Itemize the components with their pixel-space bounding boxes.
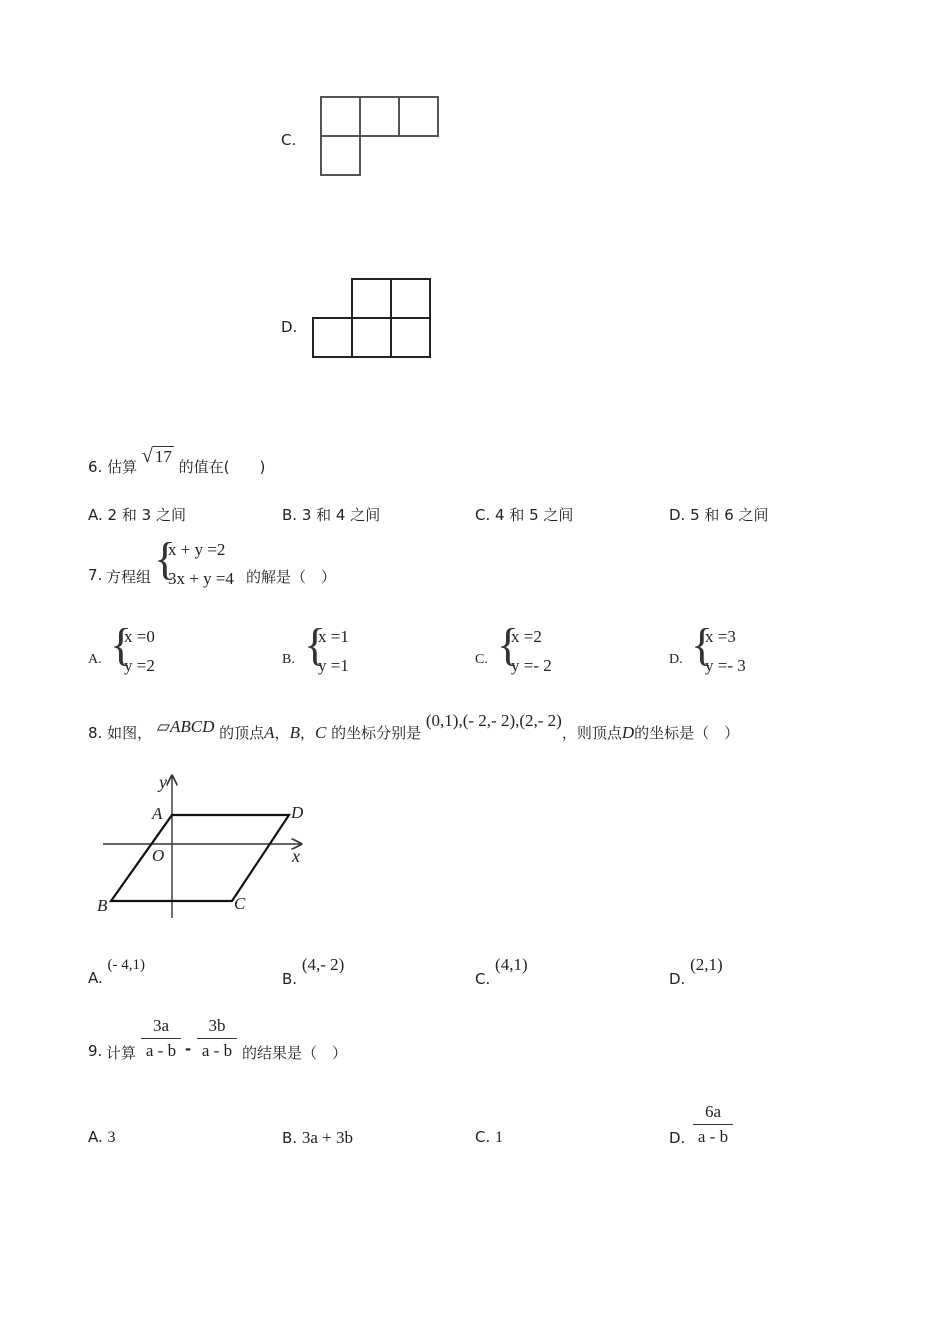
vertex-label-d: D (291, 803, 304, 822)
option-label: C. (475, 506, 491, 524)
fraction-bar (141, 1038, 181, 1039)
option-text: 4 和 5 之间 (495, 506, 574, 524)
q8-option-c[interactable] (475, 955, 528, 989)
vertex-label-a: A (152, 804, 163, 823)
q7-stem-pre: 方程组 (106, 568, 152, 586)
q7-option-d[interactable] (669, 619, 829, 680)
x-axis-label: x (292, 846, 300, 866)
q7-option-a[interactable] (88, 619, 248, 680)
q8-sep-1: ， (274, 724, 290, 742)
q8-figure (95, 768, 315, 928)
vertex-label-b: B (97, 896, 108, 915)
option-line-2: y =1 (318, 656, 349, 675)
q8-stem-mid-2: 的坐标分别是 (331, 724, 422, 742)
q6-stem-pre: 估算 (107, 458, 138, 476)
q7-stem-post: 的解是（ ） (246, 568, 337, 586)
option-brace: { (691, 619, 714, 670)
q8-stem-pre: 如图， (107, 724, 153, 742)
q7-option-b[interactable] (282, 619, 442, 680)
option-label: D. (669, 1129, 686, 1147)
option-line-1: x =1 (318, 627, 349, 646)
q9-option-b[interactable] (282, 1128, 353, 1148)
option-text: 1 (495, 1129, 504, 1146)
origin-label: O (152, 846, 165, 865)
q8-coordinates: (0,1),(- 2,- 2),(2,- 2) (425, 711, 562, 730)
q9-option-c[interactable] (475, 1128, 503, 1147)
option-label: A. (88, 506, 103, 524)
q6-option-c[interactable] (475, 504, 573, 525)
option-brace: { (304, 619, 327, 670)
fraction-denominator: a - b (201, 1041, 233, 1060)
q5-option-c-figure (318, 94, 442, 178)
option-brace: { (497, 619, 520, 670)
fraction-numerator: 6a (704, 1102, 722, 1121)
q5-option-d-label[interactable]: D. (281, 318, 298, 336)
q6-option-a[interactable] (88, 504, 186, 525)
q9-option-d[interactable] (669, 1102, 759, 1152)
q8-stem-mid-3: ，则顶点 (561, 724, 622, 742)
option-line-2: y =2 (124, 656, 155, 675)
q9-number: 9. (88, 1042, 103, 1060)
option-line-1: x =2 (511, 627, 542, 646)
option-label: A. (88, 969, 103, 987)
option-label: A. (88, 1128, 103, 1146)
option-label: C. (475, 970, 491, 988)
q8-vertex-a: A (264, 723, 275, 742)
fraction-bar (693, 1124, 733, 1125)
option-label: B. (282, 652, 295, 667)
vertex-label-c: C (234, 894, 246, 913)
q8-parallelogram-name: ▱ABCD (156, 717, 215, 736)
option-text: (2,1) (690, 955, 723, 974)
option-label: D. (669, 652, 683, 667)
q8-option-d[interactable] (669, 955, 723, 989)
option-line-2: y =- 2 (511, 656, 552, 675)
option-label: D. (669, 970, 686, 988)
q6-option-b[interactable] (282, 504, 380, 525)
option-text: 5 和 6 之间 (690, 506, 769, 524)
fraction-numerator: 3a (152, 1016, 170, 1035)
fraction-bar (197, 1038, 237, 1039)
fraction-numerator: 3b (208, 1016, 226, 1035)
q8-sep-2: ， (299, 724, 315, 742)
q6-number: 6. (88, 458, 103, 476)
q9-stem-post: 的结果是（ ） (242, 1044, 348, 1062)
q9-minus-sign: - (185, 1040, 192, 1058)
q6-stem-post: 的值在( ) (178, 458, 266, 476)
option-label: C. (475, 1128, 491, 1146)
parallelogram-abcd (111, 815, 289, 901)
radicand: 17 (154, 447, 172, 466)
option-label: D. (669, 506, 686, 524)
sqrt-expression: √ 17 (141, 445, 172, 467)
option-text: 3 (107, 1129, 116, 1146)
q8-vertex-d: D (621, 723, 635, 742)
q8-number: 8. (88, 724, 103, 742)
q7-number: 7. (88, 566, 103, 584)
option-text: (- 4,1) (107, 957, 146, 973)
q6-stem (88, 445, 265, 479)
q7-equation-2: 3x + y =4 (168, 569, 234, 588)
option-text: (4,- 2) (301, 955, 345, 974)
fraction-denominator: a - b (145, 1041, 177, 1060)
q8-option-b[interactable] (282, 955, 344, 989)
option-line-1: x =3 (705, 627, 736, 646)
q9-fraction-2 (197, 1016, 237, 1061)
q7-system-brace: { (154, 533, 177, 584)
option-fraction (693, 1102, 733, 1147)
option-text: 2 和 3 之间 (107, 506, 186, 524)
q8-option-a[interactable] (88, 955, 145, 989)
y-axis-label: y (159, 772, 167, 792)
q8-vertex-c: C (314, 723, 327, 742)
q8-stem (88, 710, 739, 742)
q5-option-c-label[interactable]: C. (281, 131, 297, 149)
q9-stem-pre: 计算 (106, 1044, 137, 1062)
q9-fraction-1 (141, 1016, 181, 1061)
q7-equation-1: x + y =2 (168, 540, 226, 559)
q9-option-a[interactable] (88, 1128, 116, 1147)
option-line-2: y =- 3 (705, 656, 746, 675)
option-text: 3 和 4 之间 (301, 506, 381, 524)
q7-option-c[interactable] (475, 619, 635, 680)
q6-option-d[interactable] (669, 504, 769, 525)
option-line-1: x =0 (124, 627, 155, 646)
option-label: B. (282, 970, 298, 988)
option-label: C. (475, 652, 488, 667)
q8-stem-post: 的坐标是（ ） (634, 724, 740, 742)
option-brace: { (110, 619, 133, 670)
option-label: A. (88, 652, 102, 667)
q5-option-d-figure (310, 276, 434, 360)
option-label: B. (282, 506, 298, 524)
q8-vertex-b: B (289, 723, 300, 742)
q8-stem-mid: 的顶点 (219, 724, 265, 742)
option-label: B. (282, 1129, 298, 1147)
fraction-denominator: a - b (697, 1127, 729, 1146)
option-text: (4,1) (495, 955, 528, 974)
option-text: 3a + 3b (301, 1128, 353, 1147)
